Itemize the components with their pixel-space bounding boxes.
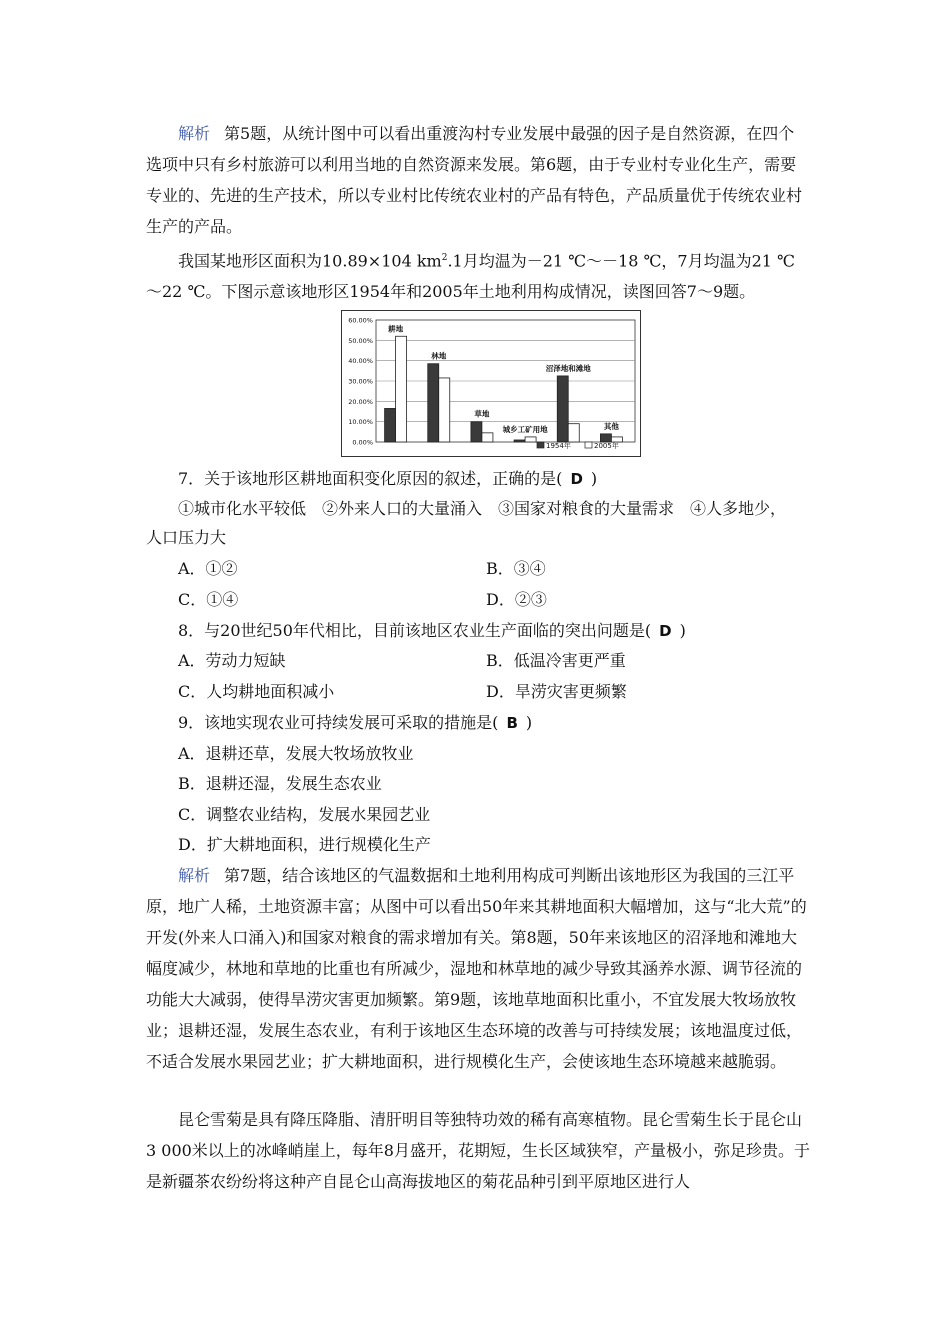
y-tick-label: 0.00% bbox=[352, 438, 373, 447]
q9-option-c: C．调整农业结构，发展水果园艺业 bbox=[178, 805, 431, 824]
legend-label: 1954年 bbox=[546, 442, 571, 450]
category-label: 城乡工矿用地 bbox=[502, 424, 548, 434]
q9-option-a: A．退耕还草，发展大牧场放牧业 bbox=[178, 744, 414, 763]
q8-close: ) bbox=[679, 621, 686, 640]
category-label: 其他 bbox=[603, 421, 619, 431]
bar-1954 bbox=[600, 434, 611, 442]
intro-paragraph bbox=[146, 243, 810, 307]
final-paragraph: 昆仑雪菊是具有降压降脂、清肝明目等独特功效的稀有高寒植物。昆仑雪菊生长于昆仑山3 000米以上的冰峰峭崖上，每年8月盛开，花期短，生长区域狭窄，产量极小，弥足珍贵。于是新疆茶农纷纷将这种产自昆仑山高海拔地区的菊花品种引到平原地区进行人 bbox=[146, 1110, 810, 1191]
q8-answer: D bbox=[659, 622, 672, 640]
q9-stem: 9．该地实现农业可持续发展可采取的措施是( bbox=[178, 713, 499, 732]
question-9 bbox=[178, 707, 532, 739]
analysis-paragraph-2 bbox=[146, 860, 810, 1077]
y-tick-label: 20.00% bbox=[348, 397, 373, 406]
chart-svg bbox=[341, 310, 641, 457]
bar-2005 bbox=[525, 437, 536, 442]
intro-text-a: 我国某地形区面积为10.89×104 km bbox=[178, 251, 442, 271]
q8-option-a: A．劳动力短缺 bbox=[178, 651, 286, 670]
q7-close: ) bbox=[590, 469, 598, 488]
q8-option-c: C．人均耕地面积减小 bbox=[178, 682, 335, 701]
q9-answer: B bbox=[506, 714, 518, 732]
q7-statements-line2: 人口压力大 bbox=[146, 528, 227, 547]
legend-swatch bbox=[585, 442, 592, 448]
analysis-text: 第5题，从统计图中可以看出重渡沟村专业发展中最强的因子是自然资源，在四个选项中只有乡村旅游可以利用当地的自然资源来发展。第6题，由于专业村专业化生产，需要专业的、先进的生产技术，所以专业村比传统农业村的产品有特色，产品质量优于传统农业村生产的产品。 bbox=[146, 124, 803, 236]
y-tick-label: 50.00% bbox=[348, 336, 373, 345]
bar-1954 bbox=[428, 364, 439, 442]
land-use-chart bbox=[341, 310, 641, 457]
legend-swatch bbox=[537, 442, 544, 448]
y-tick-label: 40.00% bbox=[348, 357, 373, 366]
q7-option-b: B．③④ bbox=[486, 559, 546, 578]
bar-2005 bbox=[568, 424, 579, 442]
bar-1954 bbox=[471, 422, 482, 442]
intro-sup: 2 bbox=[441, 253, 448, 263]
legend-label: 2005年 bbox=[594, 442, 619, 450]
analysis-paragraph-1 bbox=[146, 118, 810, 242]
q7-option-c: C．①④ bbox=[178, 590, 239, 609]
q9-option-d: D．扩大耕地面积，进行规模化生产 bbox=[178, 835, 431, 854]
q8-stem: 8．与20世纪50年代相比，目前该地区农业生产面临的突出问题是( bbox=[178, 621, 652, 640]
q8-option-b: B．低温冷害更严重 bbox=[486, 651, 626, 670]
question-7 bbox=[178, 463, 597, 495]
bar-1954 bbox=[385, 408, 396, 442]
bar-1954 bbox=[514, 440, 525, 442]
y-tick-label: 10.00% bbox=[348, 418, 373, 427]
category-label: 耕地 bbox=[388, 324, 404, 334]
q7-statements-line1: ①城市化水平较低 ②外来人口的大量涌入 ③国家对粮食的大量需求 ④人多地少， bbox=[178, 499, 787, 518]
category-label: 草地 bbox=[474, 409, 490, 419]
q9-option-b: B．退耕还湿，发展生态农业 bbox=[178, 774, 382, 793]
y-tick-label: 60.00% bbox=[348, 316, 373, 325]
analysis-label: 解析 bbox=[178, 124, 211, 143]
analysis-text: 第7题，结合该地区的气温数据和土地利用构成可判断出该地形区为我国的三江平原，地广人稀，土地资源丰富；从图中可以看出50年来其耕地面积大幅增加，这与“北大荒”的开发(外来人口涌入)和国家对粮食的需求增加有关。第8题，50年来该地区的沼泽地和滩地大幅度减少，林地和草地的比重也有所减少，湿地和林草地的减少导致其涵养水源、调节径流的功能大大减弱，使得旱涝灾害更加频繁。第9题，该地草地面积比重小，不宜发展大牧场放牧业；退耕还湿，发展生态农业，有利于该地区生态环境的改善与可持续发展；该地温度过低，不适合发展水果园艺业；扩大耕地面积，进行规模化生产，会使该地生态环境越来越脆弱。 bbox=[146, 866, 807, 1071]
analysis-label: 解析 bbox=[178, 866, 211, 885]
q7-stem: 7．关于该地形区耕地面积变化原因的叙述，正确的是( bbox=[178, 469, 563, 488]
q7-option-a: A．①② bbox=[178, 559, 238, 578]
bar-2005 bbox=[482, 433, 493, 442]
intro-text-b: .1月均温为－21 ℃～－18 ℃，7月均温为21 ℃～22 ℃。下图示意该地形区1954年和2005年土地利用构成情况，读图回答7～9题。 bbox=[146, 251, 795, 302]
bar-2005 bbox=[396, 336, 407, 442]
q7-option-d: D．②③ bbox=[486, 590, 547, 609]
bar-1954 bbox=[557, 376, 568, 442]
question-8 bbox=[178, 615, 686, 647]
q9-close: ) bbox=[525, 713, 533, 732]
category-label: 沼泽地和滩地 bbox=[545, 363, 591, 373]
q7-answer: D bbox=[570, 470, 583, 488]
bar-2005 bbox=[439, 378, 450, 442]
q8-option-d: D．旱涝灾害更频繁 bbox=[486, 682, 627, 701]
y-tick-label: 30.00% bbox=[348, 377, 373, 386]
category-label: 林地 bbox=[431, 351, 447, 361]
